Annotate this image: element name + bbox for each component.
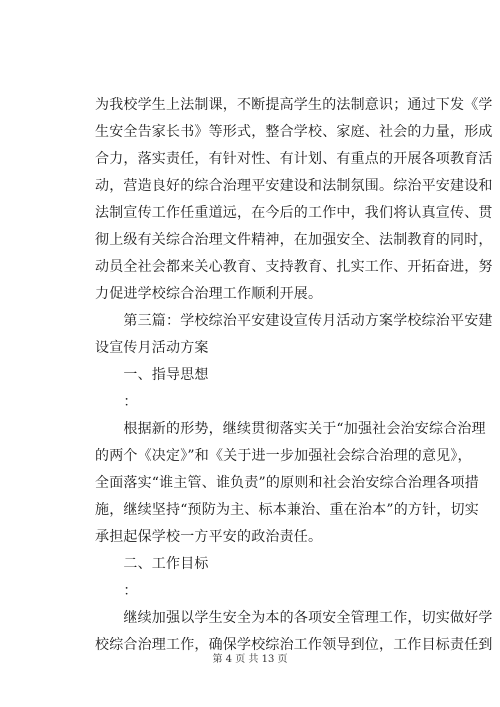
text-line: 力促进学校综合治理工作顺利开展。 xyxy=(95,286,323,302)
text-line: 继续加强以学生安全为本的各项安全管理工作，切实做好学 xyxy=(95,610,493,626)
text-line: 法制宣传工作任重道远，在今后的工作中，我们将认真宣传、贯 xyxy=(95,205,493,221)
text-line: 的两个《决定》”和《关于进一步加强社会综合治理的意见》， xyxy=(95,448,472,464)
section-heading-line: 设宣传月活动方案 xyxy=(95,340,209,356)
text-line: 全面落实“谁主管、谁负责”的原则和社会治安综合治理各项措 xyxy=(95,475,479,491)
text-line: 校综合治理工作，确保学校综治工作领导到位，工作目标责任到 xyxy=(95,637,493,653)
colon-line: ： xyxy=(95,583,138,599)
subheading-line: 二、工作目标 xyxy=(95,556,209,572)
text-line: 为我校学生上法制课，不断提高学生的法制意识；通过下发《学 xyxy=(95,97,493,113)
text-line: 动员全社会都来关心教育、支持教育、扎实工作、开拓奋进，努 xyxy=(95,259,493,275)
text-line: 施，继续坚持“预防为主、标本兼治、重在治本”的方针，切实 xyxy=(95,502,479,518)
text-line: 动，营造良好的综合治理平安建设和法制氛围。综治平安建设和 xyxy=(95,178,493,194)
text-line: 承担起保学校一方平安的政治责任。 xyxy=(95,529,323,545)
text-line: 根据新的形势，继续贯彻落实关于“加强社会治安综合治理 xyxy=(95,421,486,437)
page-footer: 第 4 页 共 13 页 xyxy=(212,654,288,665)
section-heading-line: 第三篇：学校综治平安建设宣传月活动方案学校综治平安建 xyxy=(95,313,493,329)
document-body xyxy=(95,92,493,659)
text-line: 合力，落实责任，有针对性、有计划、有重点的开展各项教育活 xyxy=(95,151,493,167)
text-line: 生安全告家长书》等形式，整合学校、家庭、社会的力量，形成 xyxy=(95,124,493,140)
subheading-line: 一、指导思想 xyxy=(95,367,209,383)
colon-line: ： xyxy=(95,394,138,410)
text-line: 彻上级有关综合治理文件精神，在加强安全、法制教育的同时， xyxy=(95,232,493,248)
